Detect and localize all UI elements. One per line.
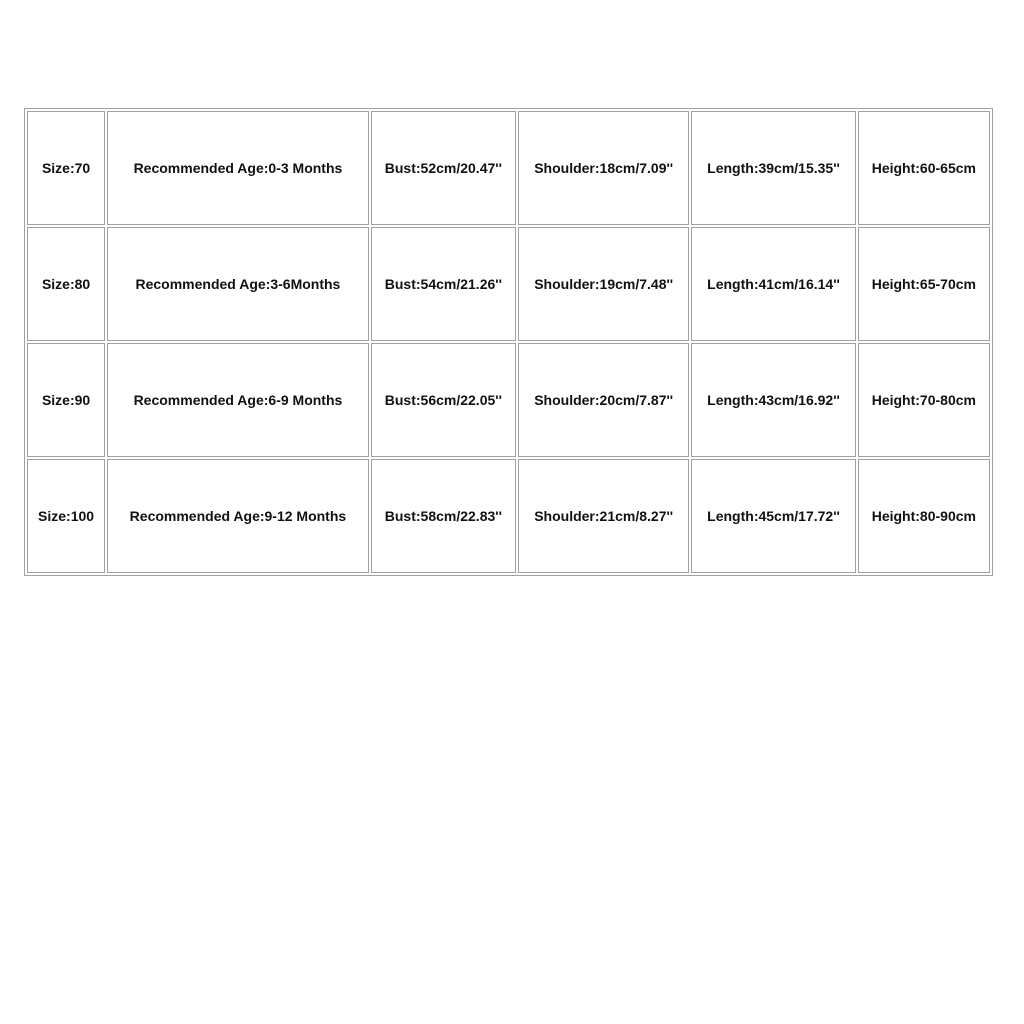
shoulder-cell: Shoulder:20cm/7.87'' <box>518 343 689 457</box>
length-cell: Length:41cm/16.14'' <box>691 227 855 341</box>
bust-cell: Bust:58cm/22.83'' <box>371 459 516 573</box>
shoulder-cell: Shoulder:18cm/7.09'' <box>518 111 689 225</box>
bust-cell: Bust:54cm/21.26'' <box>371 227 516 341</box>
size-cell: Size:100 <box>27 459 105 573</box>
table-row <box>27 227 990 341</box>
table-row <box>27 459 990 573</box>
table-row <box>27 343 990 457</box>
size-chart-table <box>24 108 993 576</box>
shoulder-cell: Shoulder:21cm/8.27'' <box>518 459 689 573</box>
bust-cell: Bust:52cm/20.47'' <box>371 111 516 225</box>
size-cell: Size:90 <box>27 343 105 457</box>
recommended-age-cell: Recommended Age:0-3 Months <box>107 111 369 225</box>
recommended-age-cell: Recommended Age:3-6Months <box>107 227 369 341</box>
length-cell: Length:43cm/16.92'' <box>691 343 855 457</box>
length-cell: Length:45cm/17.72'' <box>691 459 855 573</box>
height-cell: Height:80-90cm <box>858 459 990 573</box>
recommended-age-cell: Recommended Age:9-12 Months <box>107 459 369 573</box>
recommended-age-cell: Recommended Age:6-9 Months <box>107 343 369 457</box>
height-cell: Height:70-80cm <box>858 343 990 457</box>
shoulder-cell: Shoulder:19cm/7.48'' <box>518 227 689 341</box>
size-cell: Size:70 <box>27 111 105 225</box>
size-cell: Size:80 <box>27 227 105 341</box>
height-cell: Height:65-70cm <box>858 227 990 341</box>
size-chart-body <box>27 111 990 573</box>
height-cell: Height:60-65cm <box>858 111 990 225</box>
bust-cell: Bust:56cm/22.05'' <box>371 343 516 457</box>
length-cell: Length:39cm/15.35'' <box>691 111 855 225</box>
table-row <box>27 111 990 225</box>
